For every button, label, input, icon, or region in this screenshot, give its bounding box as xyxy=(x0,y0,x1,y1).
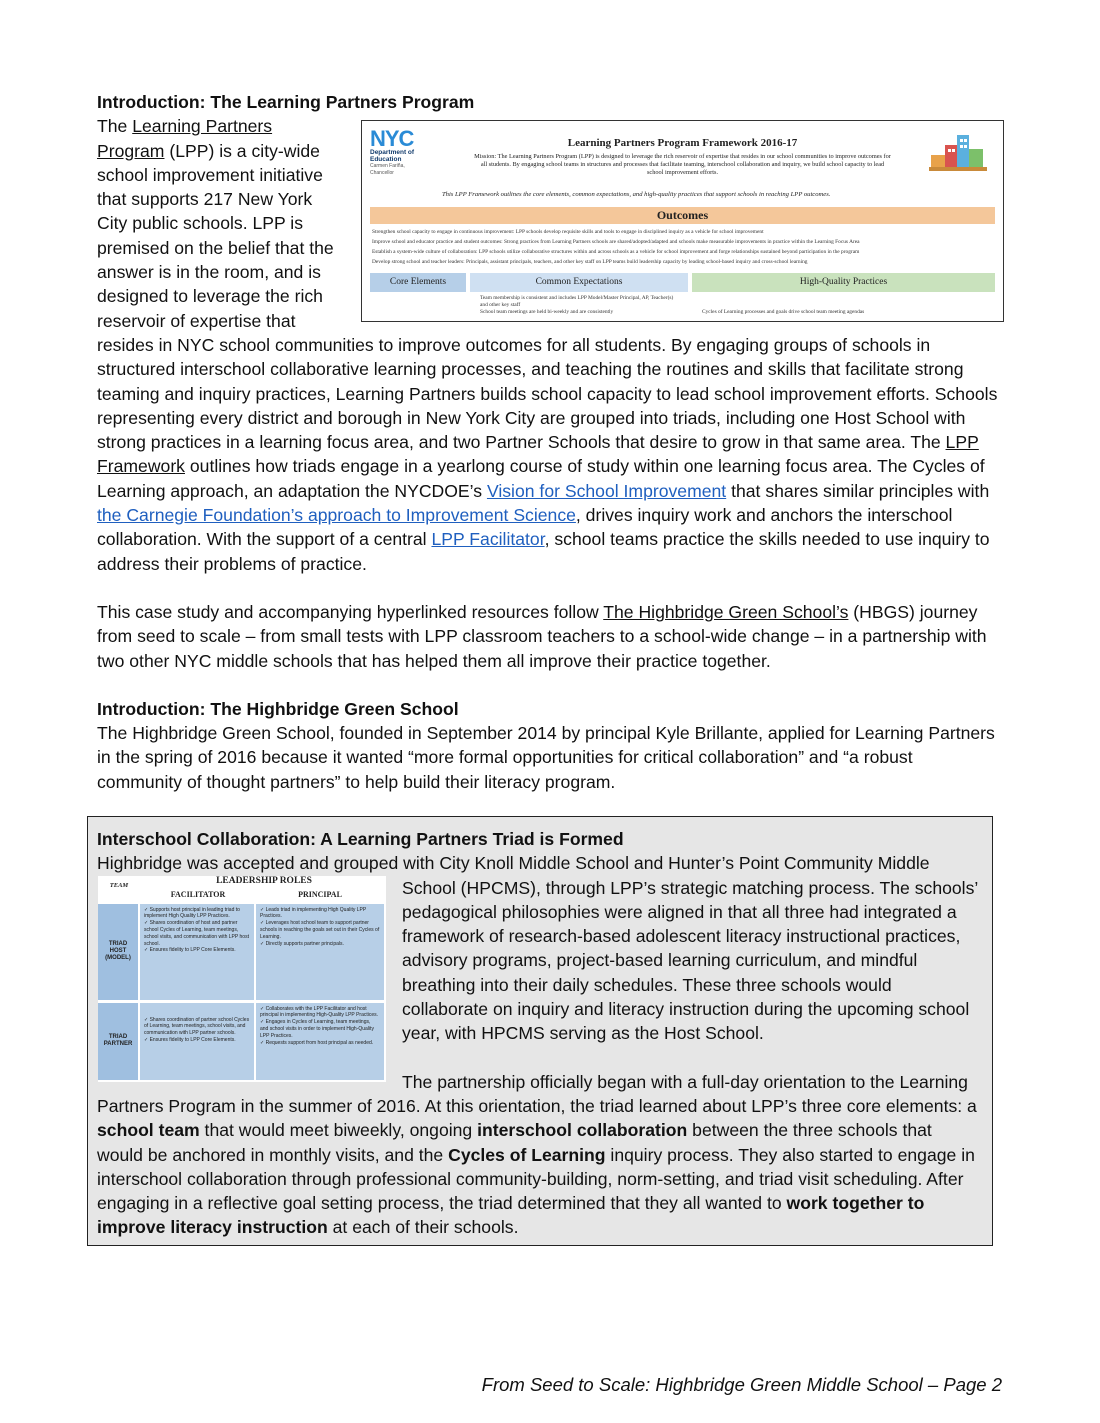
highbridge-green-link[interactable]: The Highbridge Green School’s xyxy=(603,601,849,622)
learning-partners-program-link[interactable]: Learning Partners Program xyxy=(97,116,273,161)
triad-paragraph-1-line-1: Highbridge was accepted and grouped with City Knoll Middle School and Hunter’s Point Community Middle xyxy=(97,853,930,874)
framework-outcome-lines xyxy=(372,227,995,267)
roles-host-principal: ✓ Leads triad in implementing High Quality LPP Practices. ✓ Leverages host school team to support partner schools in reaching the goals set out in their Cycles of Learning. ✓ Directly supports partner principals. xyxy=(256,904,384,1000)
col-high-quality-practices: High-Quality Practices xyxy=(692,273,995,292)
intro-hbgs-paragraph: The Highbridge Green School, founded in September 2014 by principal Kyle Brillante, applied for Learning Partners in the spring of 2016 because it wanted “more formal opportunities for critical collaboration” and “a robust community of thought partners” to help build their literacy program. xyxy=(97,723,995,792)
lpp-framework-image xyxy=(361,120,1004,322)
leadership-roles-image xyxy=(98,876,386,1082)
intro-lpp-heading: Introduction: The Learning Partners Program xyxy=(97,92,475,112)
roles-partner-principal: ✓ Collaborates with the LPP Facilitator and host principal in implementing High-Quality LPP Practices. ✓ Engages in Cycles of Learning, team meetings, and school visits in order to implement High-Quality LPP Practices. ✓ Requests support from host principal as needed. xyxy=(256,1003,384,1080)
col-core-elements: Core Elements xyxy=(370,273,466,292)
roles-principal-header: PRINCIPAL xyxy=(298,889,342,899)
nyc-doe-logo: NYC Department of Education Carmen Fariña, Chancellor xyxy=(370,126,415,177)
lpp-framework-link[interactable]: LPP Framework xyxy=(97,432,979,477)
roles-row-partner-label: TRIAD PARTNER xyxy=(98,1003,138,1080)
hq-bullet: Cycles of Learning processes and goals drive school team meeting agendas xyxy=(702,309,865,316)
outcome-line: Develop strong school and teacher leaders: Principals, assistant principals, teachers, and other key staff on LPP teams build leadership capacity by leading school-based inquiry and cross-school learning xyxy=(372,259,808,266)
outcome-line: Establish a system-wide culture of collaboration: LPP schools utilize collaborative structures within and across schools as a vehicle for school improvement and forge relationships sustained beyond participation in the program xyxy=(372,249,860,256)
intro-lpp-paragraph: The Learning Partners Program (LPP) is a city-wide school improvement initiative that supports 217 New York City public schools. LPP is premised on the belief that the answer is in the room, and is designed to leverage the rich reservoir of expertise that resides in NYC school communities to improve outcomes for all students. By engaging groups of schools in structured interschool collaborative learning processes, and teaching the routines and skills that facilitate strong teaming and inquiry practices, Learning Partners builds school capacity to lead school improvement efforts. Schools representing every district and borough in New York City are grouped into triads, including one Host School with strong practices in a learning focus area, and two Partner Schools that desire to grow in that same area. The LPP Framework outlines how triads engage in a yearlong course of study within one learning focus area. The Cycles of Learning approach, an adaptation the NYCDOE’s Vision for School Improvement that shares similar principles with the Carnegie Foundation’s approach to Improvement Science, drives inquiry work and anchors the interschool collaboration. With the support of a central LPP Facilitator, school teams practice the skills needed to use inquiry to address their problems of practice. xyxy=(97,116,998,574)
outcome-line: Strengthen school capacity to engage in continuous improvement: LPP schools develop requisite skills and tools to engage in disciplined inquiry as a vehicle for school improvement xyxy=(372,229,764,236)
framework-note: This LPP Framework outlines the core elements, common expectations, and high-quality practices that support schools in reaching LPP outcomes. xyxy=(442,191,831,199)
common-bullets: Team membership is consistent and includes LPP Model/Master Principal, AP, Teacher(s) and other key staff School team meetings are held bi-weekly and are consistently xyxy=(480,295,674,316)
roles-host-facilitator: ✓ Supports host principal in leading triad to implement High Quality LPP Practices. ✓ Shares coordination of host and partner school Cycles of Learning, team meetings, school visits, and communication with LPP host school. ✓ Ensures fidelity to LPP Core Elements. xyxy=(140,904,254,1000)
col-common-expectations: Common Expectations xyxy=(470,273,688,292)
roles-facilitator-header: FACILITATOR xyxy=(170,889,226,899)
triad-paragraph-2: The partnership officially began with a full-day orientation to the Learning Partners Program in the summer of 2016. At this orientation, the triad learned about LPP’s three core elements: a school team that would meet biweekly, ongoing interschool collaboration between the three schools that would be anchored in monthly visits, and the Cycles of Learning inquiry process. They also started to engage in interschool collaboration through professional community-building, norm-setting, and triad visit scheduling. After engaging in a reflective goal setting process, the triad determined that they all wanted to work together to improve literacy instruction at each of their schools. xyxy=(97,1071,977,1238)
framework-outcomes-bar: Outcomes xyxy=(370,207,995,224)
outcome-line: Improve school and educator practice and student outcomes: Strong practices from Learning Partners schools are shared/adopted/adapted and schools make measurable improvements in practice within the Learning Focus Area xyxy=(372,239,860,246)
vision-school-improvement-link[interactable]: Vision for School Improvement xyxy=(486,480,727,501)
page-footer: From Seed to Scale: Highbridge Green Middle School – Page 2 xyxy=(481,1374,1002,1395)
intro-hbgs-heading: Introduction: The Highbridge Green School xyxy=(97,698,459,719)
framework-title: Learning Partners Program Framework 2016-17 xyxy=(567,137,798,150)
roles-row-host-label: TRIAD HOST (MODEL) xyxy=(98,904,138,1000)
roles-partner-facilitator: ✓ Shares coordination of partner school Cycles of Learning, team meetings, school visits, and communication with LPP partner schools. ✓ Ensures fidelity to LPP Core Elements. xyxy=(140,1003,254,1080)
page-body xyxy=(97,90,1002,794)
school-buildings-icon xyxy=(929,131,987,171)
roles-title: LEADERSHIP ROLES xyxy=(216,875,312,886)
carnegie-foundation-link[interactable]: the Carnegie Foundation’s approach to Improvement Science xyxy=(97,505,576,526)
case-study-paragraph: This case study and accompanying hyperlinked resources follow The Highbridge Green School’s (HBGS) journey from seed to scale – from small tests with LPP classroom teachers to a school-wide change – in a partnership with two other NYC middle schools that has helped them all improve their practice together. xyxy=(97,601,987,671)
triad-paragraph-1: School (HPCMS), through LPP’s strategic matching process. The schools’ pedagogical philosophies were aligned in that all three had integrated a framework of research-based adolescent literacy instructional practices, advisory programs, project-based learning curriculum, and mindful breathing into their daily schedules. These three schools would collaborate on inquiry and literacy instruction during the upcoming school year, with HPCMS serving as the Host School. xyxy=(402,877,978,1044)
triad-callout-box xyxy=(87,816,993,1246)
framework-mission: Mission: The Learning Partners Program (LPP) is designed to leverage the rich reservoir of expertise that resides in our school communities to improve outcomes for all students. By engaging school teams in structures and processes that facilitate teaming, interschool collaboration and inquiry, we build school capacity to lead school improvement efforts. xyxy=(474,153,891,177)
lpp-facilitator-link[interactable]: LPP Facilitator xyxy=(431,529,545,550)
roles-team-label: TEAM xyxy=(109,881,129,889)
triad-heading: Interschool Collaboration: A Learning Partners Triad is Formed xyxy=(97,829,624,849)
